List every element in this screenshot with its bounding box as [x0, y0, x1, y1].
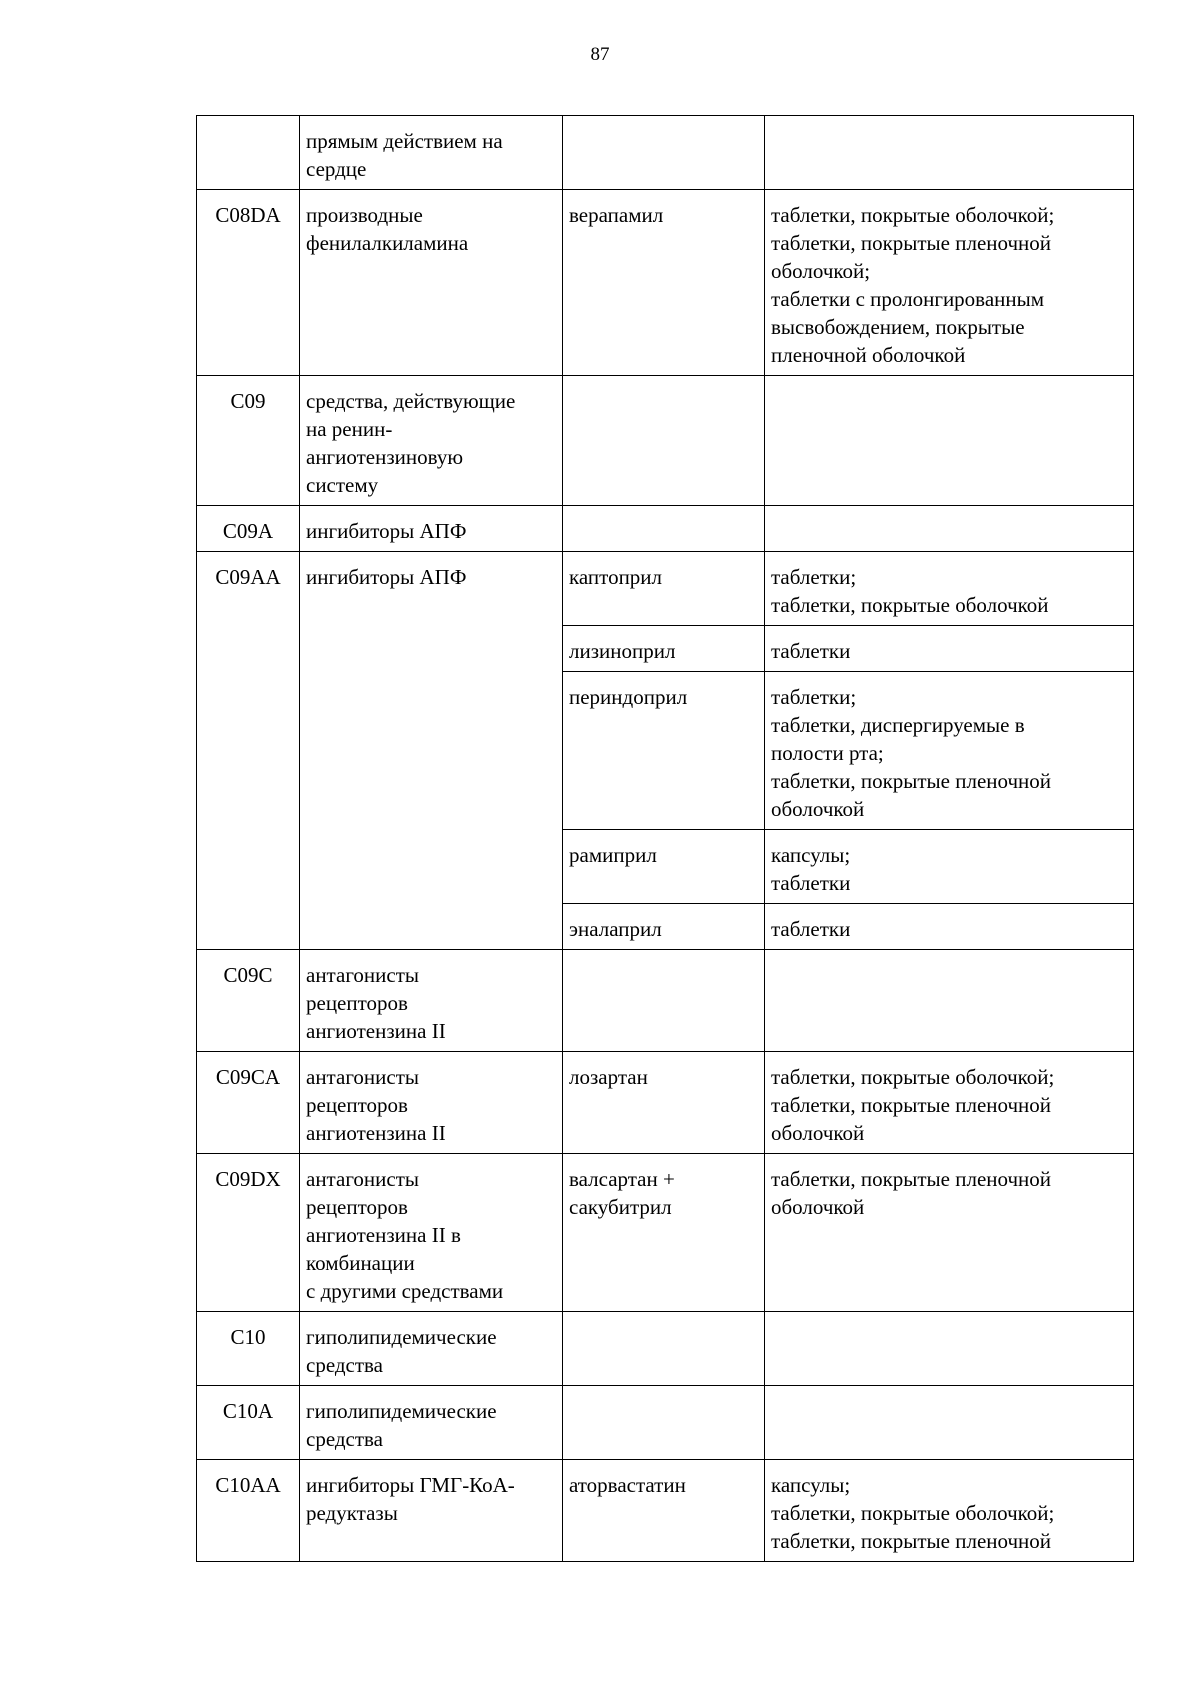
atc-code-cell: C09AA: [197, 552, 300, 950]
form-cell-line: пленочной оболочкой: [771, 343, 966, 367]
atc-code-cell: C09C: [197, 950, 300, 1052]
group-cell-line: редуктазы: [306, 1501, 398, 1525]
form-cell-line: таблетки, покрытые оболочкой;: [771, 1065, 1055, 1089]
group-cell-line: производные: [306, 203, 423, 227]
form-cell-line: таблетки, покрытые оболочкой: [771, 593, 1049, 617]
table-row: [197, 1154, 1134, 1312]
atc-code-cell: C09CA: [197, 1052, 300, 1154]
group-cell-line: систему: [306, 473, 379, 497]
drug-cell-line: валсартан +: [569, 1167, 675, 1191]
form-cell-line: таблетки, диспергируемые в: [771, 713, 1025, 737]
form-cell-line: высвобождением, покрытые: [771, 315, 1025, 339]
group-cell-line: ангиотензина II: [306, 1019, 446, 1043]
form-cell: [765, 626, 1134, 672]
form-cell-line: таблетки: [771, 871, 851, 895]
drug-cell: [563, 506, 765, 552]
group-cell-line: с другими средствами: [306, 1279, 504, 1303]
form-cell-line: таблетки с пролонгированным: [771, 287, 1045, 311]
table-row: [197, 116, 1134, 190]
group-cell: [300, 190, 563, 376]
group-cell-line: рецепторов: [306, 1093, 408, 1117]
form-cell-line: таблетки, покрытые оболочкой;: [771, 203, 1055, 227]
group-cell-line: ингибиторы АПФ: [306, 519, 467, 543]
form-cell-line: полости рта;: [771, 741, 884, 765]
form-cell-line: оболочкой;: [771, 259, 871, 283]
group-cell-line: ангиотензина II в: [306, 1223, 461, 1247]
group-cell-line: средства: [306, 1353, 384, 1377]
drug-cell: [563, 672, 765, 830]
form-cell: [765, 1154, 1134, 1312]
drug-cell: [563, 626, 765, 672]
group-cell-line: ангиотензиновую: [306, 445, 464, 469]
drug-cell: [563, 376, 765, 506]
drug-cell: [563, 830, 765, 904]
drug-cell-line: сакубитрил: [569, 1195, 672, 1219]
group-cell: [300, 116, 563, 190]
table-row: [197, 1460, 1134, 1562]
drug-cell: [563, 1052, 765, 1154]
form-cell-line: таблетки: [771, 639, 851, 663]
drug-cell-line: рамиприл: [569, 843, 657, 867]
drug-cell-line: периндоприл: [569, 685, 688, 709]
form-cell: [765, 1460, 1134, 1562]
form-cell: [765, 830, 1134, 904]
table-row: [197, 376, 1134, 506]
form-cell: [765, 116, 1134, 190]
form-cell-line: капсулы;: [771, 843, 851, 867]
group-cell-line: рецепторов: [306, 991, 408, 1015]
drug-cell-line: лозартан: [569, 1065, 648, 1089]
drug-cell: [563, 1312, 765, 1386]
group-cell-line: гиполипидемические: [306, 1325, 497, 1349]
table-row: [197, 1386, 1134, 1460]
form-cell-line: таблетки, покрытые оболочкой;: [771, 1501, 1055, 1525]
drug-table: [196, 115, 1134, 1562]
group-cell-line: средства, действующие: [306, 389, 516, 413]
drug-cell-line: аторвастатин: [569, 1473, 686, 1497]
group-cell-line: ингибиторы ГМГ-КоА-: [306, 1473, 515, 1497]
drug-cell: [563, 1386, 765, 1460]
atc-code-cell: C09: [197, 376, 300, 506]
form-cell: [765, 1312, 1134, 1386]
form-cell-line: оболочкой: [771, 1121, 865, 1145]
group-cell-line: фенилалкиламина: [306, 231, 469, 255]
atc-code-cell: C08DA: [197, 190, 300, 376]
drug-cell: [563, 1154, 765, 1312]
group-cell-line: сердце: [306, 157, 367, 181]
drug-cell: [563, 904, 765, 950]
drug-cell-line: каптоприл: [569, 565, 663, 589]
table-body: [197, 116, 1134, 1562]
drug-cell-line: лизиноприл: [569, 639, 676, 663]
table-row: [197, 190, 1134, 376]
form-cell: [765, 506, 1134, 552]
drug-cell-line: верапамил: [569, 203, 664, 227]
group-cell: [300, 1312, 563, 1386]
form-cell-line: таблетки, покрытые пленочной: [771, 1167, 1052, 1191]
table-row: [197, 1052, 1134, 1154]
atc-code-cell: [197, 116, 300, 190]
form-cell-line: капсулы;: [771, 1473, 851, 1497]
group-cell: [300, 552, 563, 950]
group-cell-line: ингибиторы АПФ: [306, 565, 467, 589]
group-cell-line: антагонисты: [306, 1065, 419, 1089]
group-cell-line: средства: [306, 1427, 384, 1451]
atc-code-cell: C09DX: [197, 1154, 300, 1312]
drug-cell: [563, 552, 765, 626]
form-cell: [765, 552, 1134, 626]
drug-cell: [563, 1460, 765, 1562]
table-row: [197, 950, 1134, 1052]
group-cell-line: прямым действием на: [306, 129, 503, 153]
form-cell: [765, 1386, 1134, 1460]
table-row: [197, 552, 1134, 626]
group-cell: [300, 376, 563, 506]
form-cell-line: таблетки, покрытые пленочной: [771, 1529, 1052, 1553]
group-cell-line: ангиотензина II: [306, 1121, 446, 1145]
form-cell-line: таблетки, покрытые пленочной: [771, 1093, 1052, 1117]
atc-code-cell: C10AA: [197, 1460, 300, 1562]
form-cell: [765, 904, 1134, 950]
form-cell: [765, 190, 1134, 376]
group-cell: [300, 950, 563, 1052]
drug-cell-line: эналаприл: [569, 917, 662, 941]
atc-code-cell: C09A: [197, 506, 300, 552]
form-cell-line: таблетки: [771, 917, 851, 941]
group-cell: [300, 506, 563, 552]
form-cell-line: оболочкой: [771, 1195, 865, 1219]
group-cell-line: антагонисты: [306, 1167, 419, 1191]
group-cell: [300, 1386, 563, 1460]
drug-cell: [563, 950, 765, 1052]
group-cell-line: рецепторов: [306, 1195, 408, 1219]
form-cell-line: таблетки, покрытые пленочной: [771, 231, 1052, 255]
form-cell: [765, 672, 1134, 830]
form-cell: [765, 950, 1134, 1052]
form-cell-line: таблетки, покрытые пленочной: [771, 769, 1052, 793]
page-number: 87: [590, 44, 610, 65]
drug-cell: [563, 116, 765, 190]
table-row: [197, 506, 1134, 552]
form-cell-line: таблетки;: [771, 685, 857, 709]
table-row: [197, 1312, 1134, 1386]
group-cell: [300, 1052, 563, 1154]
drug-cell: [563, 190, 765, 376]
group-cell-line: гиполипидемические: [306, 1399, 497, 1423]
form-cell-line: оболочкой: [771, 797, 865, 821]
group-cell: [300, 1460, 563, 1562]
group-cell-line: на ренин-: [306, 417, 393, 441]
form-cell: [765, 376, 1134, 506]
group-cell-line: комбинации: [306, 1251, 415, 1275]
form-cell-line: таблетки;: [771, 565, 857, 589]
group-cell: [300, 1154, 563, 1312]
form-cell: [765, 1052, 1134, 1154]
atc-code-cell: C10: [197, 1312, 300, 1386]
group-cell-line: антагонисты: [306, 963, 419, 987]
atc-code-cell: C10A: [197, 1386, 300, 1460]
